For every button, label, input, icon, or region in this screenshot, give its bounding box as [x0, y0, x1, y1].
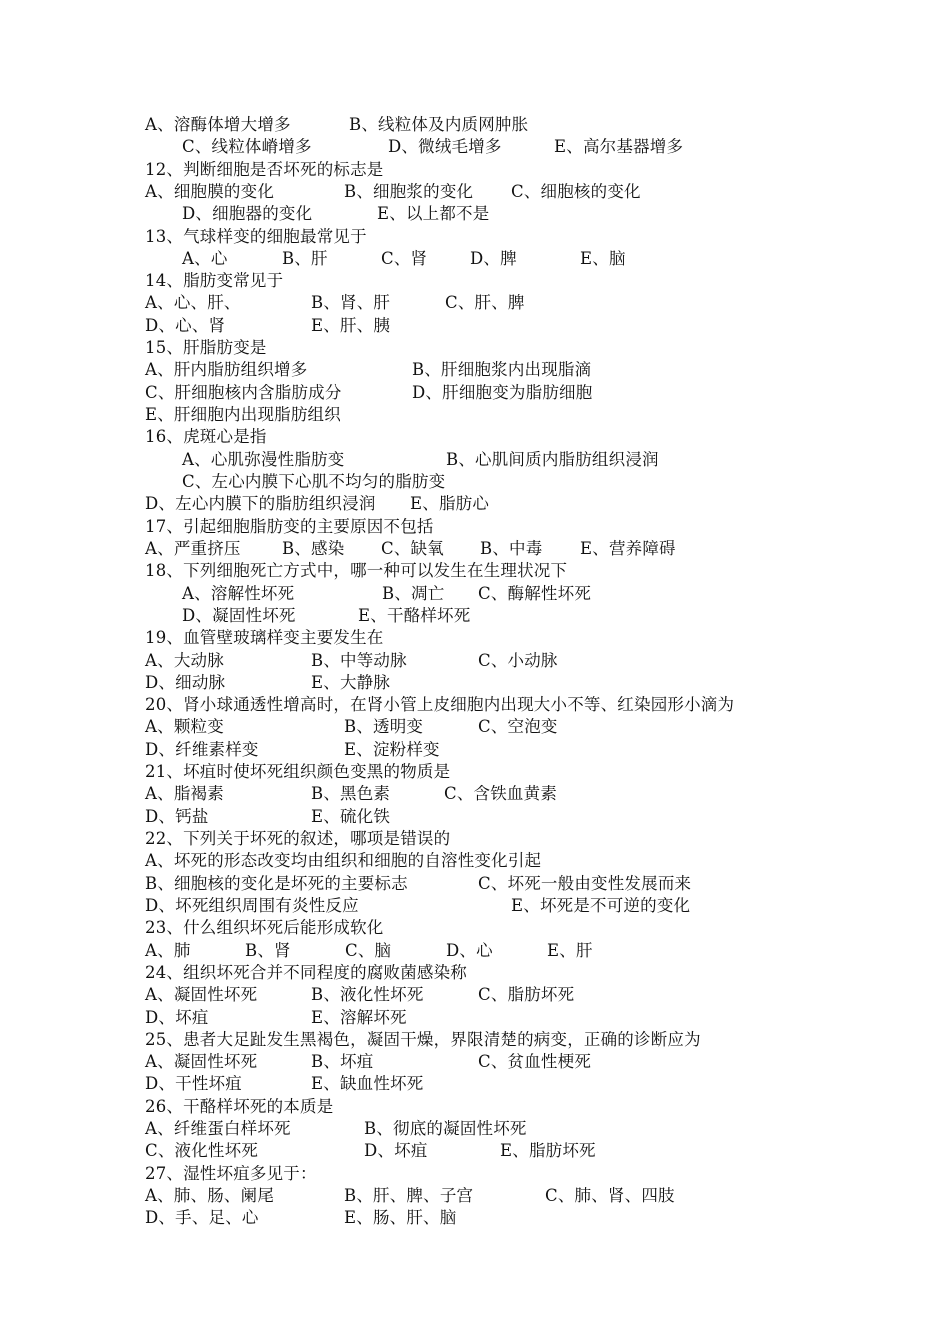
answer-option: D、肝细胞变为脂肪细胞	[412, 383, 593, 402]
answer-option: E、淀粉样变	[344, 740, 440, 759]
answer-option: B、肝、脾、子宫	[344, 1186, 474, 1205]
answer-option: E、脑	[580, 249, 626, 268]
answer-option: E、肝、胰	[311, 316, 391, 335]
answer-option: D、微绒毛增多	[388, 137, 502, 156]
answer-option: C、肺、肾、四肢	[545, 1186, 675, 1205]
question-text: 19、血管壁玻璃样变主要发生在	[145, 628, 384, 647]
question-text: 15、肝脂肪变是	[145, 338, 267, 357]
answer-option: D、左心内膜下的脂肪组织浸润	[145, 494, 376, 513]
answer-option: A、脂褐素	[145, 784, 224, 803]
answer-option: C、左心内膜下心肌不均匀的脂肪变	[182, 472, 446, 491]
question-text: 12、判断细胞是否坏死的标志是	[145, 160, 384, 179]
answer-option: E、脂肪心	[410, 494, 490, 513]
answer-option: A、溶酶体增大增多	[145, 115, 291, 134]
answer-option: A、凝固性坏死	[145, 985, 258, 1004]
answer-option: E、以上都不是	[377, 204, 490, 223]
answer-option: D、坏疽	[145, 1008, 209, 1027]
answer-option: C、脑	[345, 941, 392, 960]
answer-option: B、细胞核的变化是坏死的主要标志	[145, 874, 408, 893]
answer-option: D、细胞器的变化	[182, 204, 313, 223]
answer-option: D、细动脉	[145, 673, 226, 692]
answer-option: B、彻底的凝固性坏死	[364, 1119, 527, 1138]
answer-option: A、凝固性坏死	[145, 1052, 258, 1071]
question-text: 17、引起细胞脂肪变的主要原因不包括	[145, 517, 434, 536]
answer-option: D、心	[446, 941, 493, 960]
answer-option: C、空泡变	[478, 717, 558, 736]
question-text: 24、组织坏死合并不同程度的腐败菌感染称	[145, 963, 467, 982]
answer-option: A、肺	[145, 941, 191, 960]
answer-option: C、肝、脾	[445, 293, 525, 312]
answer-option: E、肝细胞内出现脂肪组织	[145, 405, 341, 424]
answer-option: B、肝细胞浆内出现脂滴	[412, 360, 592, 379]
answer-option: B、凋亡	[382, 584, 445, 603]
answer-option: E、坏死是不可逆的变化	[511, 896, 691, 915]
question-text: 27、湿性坏疽多见于：	[145, 1164, 317, 1183]
answer-option: C、坏死一般由变性发展而来	[478, 874, 692, 893]
question-text: 26、干酪样坏死的本质是	[145, 1097, 334, 1116]
answer-option: B、透明变	[344, 717, 424, 736]
answer-option: E、缺血性坏死	[311, 1074, 424, 1093]
question-text: 16、虎斑心是指	[145, 427, 267, 446]
answer-option: B、中等动脉	[311, 651, 407, 670]
question-text: 14、脂肪变常见于	[145, 271, 284, 290]
answer-option: C、线粒体嵴增多	[182, 137, 312, 156]
answer-option: C、缺氧	[381, 539, 444, 558]
answer-option: C、酶解性坏死	[478, 584, 592, 603]
question-text: 22、下列关于坏死的叙述，哪项是错误的	[145, 829, 451, 848]
answer-option: C、肾	[381, 249, 428, 268]
answer-option: B、坏疽	[311, 1052, 374, 1071]
answer-option: B、线粒体及内质网肿胀	[349, 115, 529, 134]
answer-option: A、坏死的形态改变均由组织和细胞的自溶性变化引起	[145, 851, 542, 870]
answer-option: A、纤维蛋白样坏死	[145, 1119, 291, 1138]
answer-option: A、大动脉	[145, 651, 224, 670]
answer-option: A、颗粒变	[145, 717, 224, 736]
answer-option: C、细胞核的变化	[511, 182, 641, 201]
question-text: 20、肾小球通透性增高时，在肾小管上皮细胞内出现大小不等、红染园形小滴为	[145, 695, 735, 714]
answer-option: C、含铁血黄素	[444, 784, 558, 803]
answer-option: C、脂肪坏死	[478, 985, 575, 1004]
answer-option: E、干酪样坏死	[358, 606, 471, 625]
question-text: 21、坏疽时使坏死组织颜色变黑的物质是	[145, 762, 451, 781]
answer-option: E、硫化铁	[311, 807, 391, 826]
question-text: 18、下列细胞死亡方式中，哪一种可以发生在生理状况下	[145, 561, 568, 580]
answer-option: D、钙盐	[145, 807, 209, 826]
answer-option: D、干性坏疽	[145, 1074, 242, 1093]
answer-option: E、营养障碍	[580, 539, 676, 558]
answer-option: C、液化性坏死	[145, 1141, 259, 1160]
answer-option: B、肾	[245, 941, 291, 960]
answer-option: B、肾、肝	[311, 293, 391, 312]
answer-option: A、心、肝、	[145, 293, 241, 312]
answer-option: E、溶解坏死	[311, 1008, 407, 1027]
answer-option: D、坏疽	[364, 1141, 428, 1160]
answer-option: B、感染	[282, 539, 345, 558]
answer-option: E、肝	[547, 941, 593, 960]
answer-option: A、溶解性坏死	[182, 584, 295, 603]
answer-option: A、肺、肠、阑尾	[145, 1186, 275, 1205]
answer-option: B、肝	[282, 249, 328, 268]
answer-option: D、手、足、心	[145, 1208, 259, 1227]
answer-option: D、凝固性坏死	[182, 606, 296, 625]
answer-option: A、心	[182, 249, 228, 268]
question-text: 13、气球样变的细胞最常见于	[145, 227, 367, 246]
question-text: 25、患者大足趾发生黑褐色，凝固干燥，界限清楚的病变，正确的诊断应为	[145, 1030, 701, 1049]
answer-option: E、肠、肝、脑	[344, 1208, 457, 1227]
answer-option: E、脂肪坏死	[500, 1141, 596, 1160]
answer-option: D、纤维素样变	[145, 740, 259, 759]
answer-option: C、小动脉	[478, 651, 558, 670]
answer-option: B、液化性坏死	[311, 985, 424, 1004]
answer-option: A、严重挤压	[145, 539, 241, 558]
answer-option: B、中毒	[480, 539, 543, 558]
answer-option: D、脾	[470, 249, 517, 268]
answer-option: E、高尔基器增多	[554, 137, 684, 156]
answer-option: C、贫血性梗死	[478, 1052, 592, 1071]
answer-option: B、细胞浆的变化	[344, 182, 474, 201]
answer-option: B、心肌间质内脂肪组织浸润	[446, 450, 659, 469]
answer-option: E、大静脉	[311, 673, 391, 692]
question-text: 23、什么组织坏死后能形成软化	[145, 918, 384, 937]
answer-option: A、心肌弥漫性脂肪变	[182, 450, 345, 469]
answer-option: D、心、肾	[145, 316, 226, 335]
answer-option: A、细胞膜的变化	[145, 182, 275, 201]
answer-option: B、黑色素	[311, 784, 391, 803]
answer-option: C、肝细胞核内含脂肪成分	[145, 383, 342, 402]
answer-option: A、肝内脂肪组织增多	[145, 360, 308, 379]
answer-option: D、坏死组织周围有炎性反应	[145, 896, 359, 915]
